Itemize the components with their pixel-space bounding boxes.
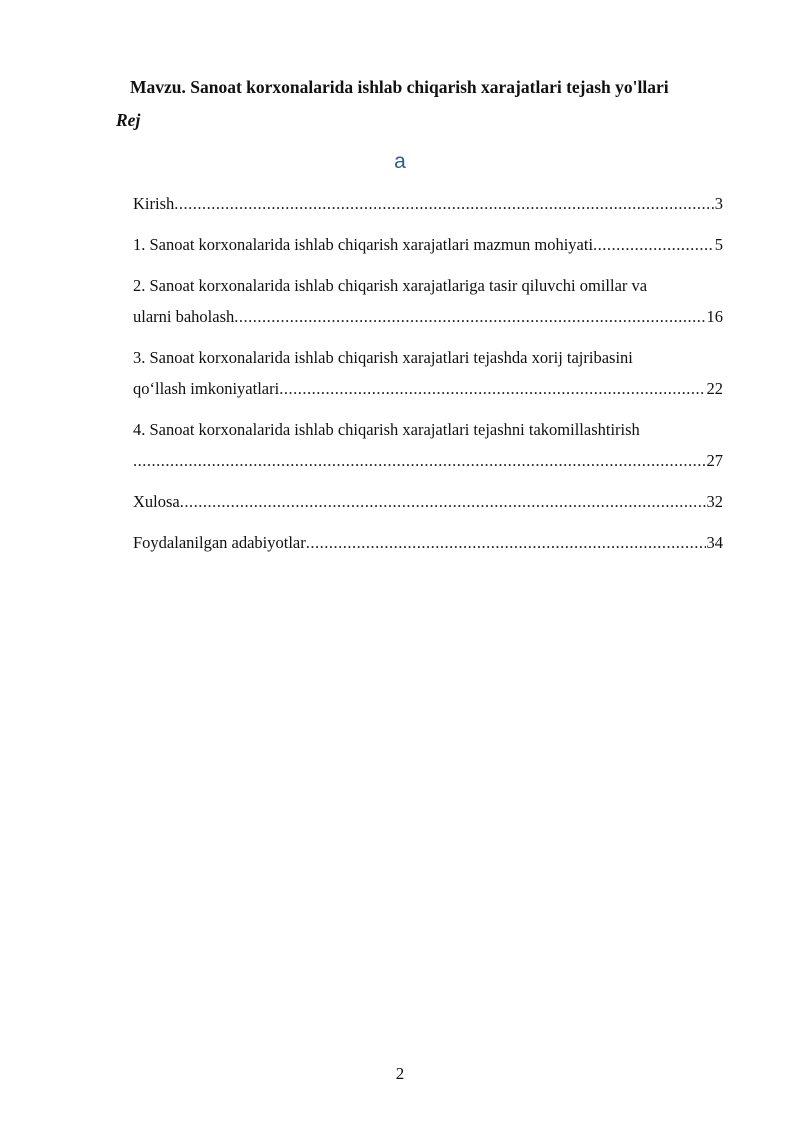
toc-entry-adabiyotlar[interactable] bbox=[133, 527, 723, 558]
toc-entry-label-line1: 4. Sanoat korxonalarida ishlab chiqarish xarajatlari tejashni takomillashtirish bbox=[133, 420, 640, 439]
document-title: Mavzu. Sanoat korxonalarida ishlab chiqarish xarajatlari tejash yo'llari bbox=[130, 77, 669, 97]
toc-entry-label: Kirish bbox=[133, 194, 175, 213]
toc-dot-leader bbox=[306, 527, 706, 558]
plan-heading-suffix: a bbox=[394, 150, 406, 173]
table-of-contents bbox=[133, 188, 723, 558]
toc-entry-label: Xulosa bbox=[133, 492, 180, 511]
toc-page-number: 34 bbox=[706, 533, 723, 552]
toc-dot-leader bbox=[279, 373, 705, 404]
toc-page-number: 22 bbox=[706, 379, 723, 398]
toc-entry-xulosa[interactable] bbox=[133, 486, 723, 517]
toc-entry-label: Foydalanilgan adabiyotlar bbox=[133, 533, 306, 552]
toc-entry-label-line1: 2. Sanoat korxonalarida ishlab chiqarish xarajatlariga tasir qiluvchi omillar va bbox=[133, 276, 648, 295]
toc-entry-2[interactable] bbox=[133, 270, 723, 332]
toc-entry-label-line2: qo‘llash imkoniyatlari bbox=[133, 379, 280, 398]
page-number: 2 bbox=[395, 1064, 405, 1083]
toc-entry-4[interactable] bbox=[133, 414, 723, 476]
toc-entry-label: 1. Sanoat korxonalarida ishlab chiqarish xarajatlari mazmun mohiyati bbox=[133, 235, 594, 254]
plan-heading: Rej bbox=[116, 110, 141, 130]
toc-entry-kirish[interactable] bbox=[133, 188, 723, 219]
toc-dot-leader bbox=[180, 486, 706, 517]
toc-dot-leader bbox=[174, 188, 714, 219]
toc-dot-leader bbox=[133, 445, 706, 476]
toc-entry-label-line1: 3. Sanoat korxonalarida ishlab chiqarish xarajatlari tejashda xorij tajribasini bbox=[133, 348, 633, 367]
toc-entry-3[interactable] bbox=[133, 342, 723, 404]
toc-page-number: 3 bbox=[714, 194, 723, 213]
toc-page-number: 32 bbox=[706, 492, 723, 511]
toc-page-number: 27 bbox=[706, 451, 723, 470]
toc-entry-label-line2: ularni baholash bbox=[133, 307, 235, 326]
toc-dot-leader bbox=[593, 229, 714, 260]
toc-page-number: 5 bbox=[714, 235, 723, 254]
toc-dot-leader bbox=[234, 301, 705, 332]
toc-page-number: 16 bbox=[706, 307, 723, 326]
toc-entry-1[interactable] bbox=[133, 229, 723, 260]
